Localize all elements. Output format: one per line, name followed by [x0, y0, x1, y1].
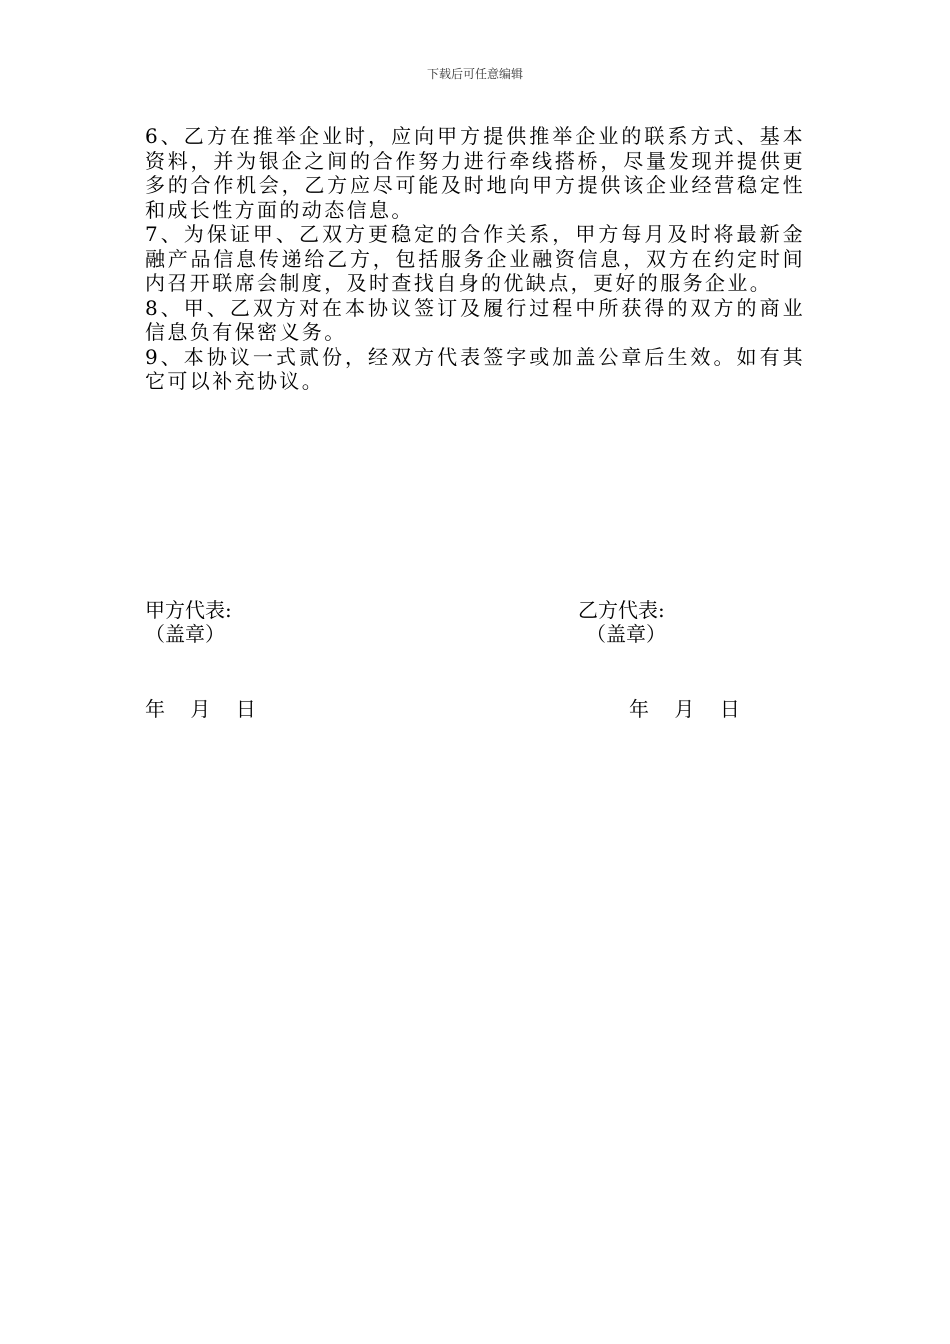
clause-8: 8、甲、乙双方对在本协议签订及履行过程中所获得的双方的商业信息负有保密义务。	[145, 295, 805, 344]
party-a-seal-label: （盖章）	[145, 622, 225, 646]
clause-9: 9、本协议一式贰份，经双方代表签字或加盖公章后生效。如有其它可以补充协议。	[145, 344, 805, 393]
party-a-representative-label: 甲方代表:	[145, 598, 232, 622]
party-a-date-line: 年 月 日	[145, 697, 256, 721]
clause-7: 7、为保证甲、乙双方更稳定的合作关系，甲方每月及时将最新金融产品信息传递给乙方，包括服务企业融资信息，双方在约定时间内召开联席会制度，及时查找自身的优缺点，更好的服务企业。	[145, 222, 805, 295]
agreement-clauses	[145, 124, 805, 394]
party-b-date-line: 年 月 日	[629, 697, 740, 721]
party-b-seal-label: （盖章）	[586, 622, 666, 646]
page-header: 下载后可任意编辑	[426, 67, 523, 81]
party-b-representative-label: 乙方代表:	[578, 598, 665, 622]
clause-6: 6、乙方在推举企业时，应向甲方提供推举企业的联系方式、基本资料，并为银企之间的合作努力进行牵线搭桥，尽量发现并提供更多的合作机会，乙方应尽可能及时地向甲方提供该企业经营稳定性和成长性方面的动态信息。	[145, 124, 805, 222]
